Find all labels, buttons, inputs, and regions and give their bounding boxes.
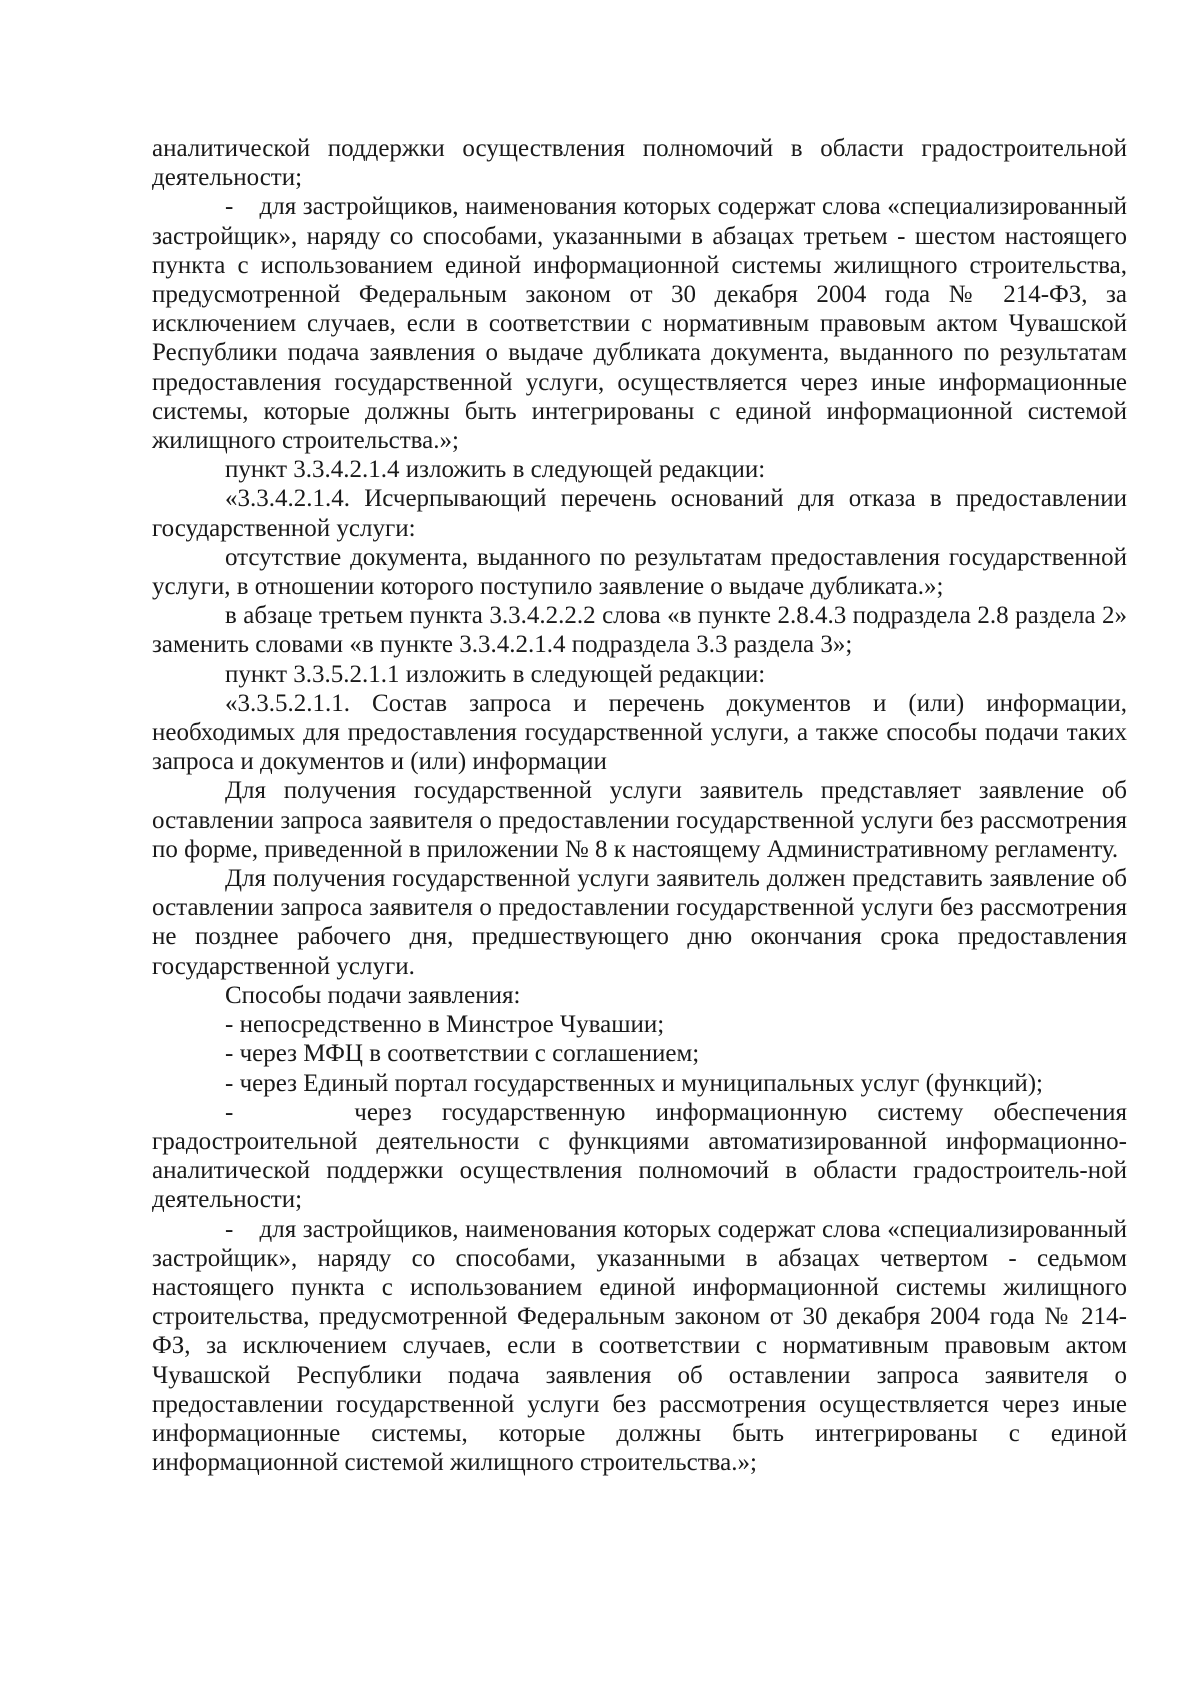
paragraph-6: в абзаце третьем пункта 3.3.4.2.2.2 слова «в пункте 2.8.4.3 подраздела 2.8 раздела 2» заменить словами «в пункте 3.3.4.2.1.4 подраздела 3.3 раздела 3»; [152, 602, 1127, 659]
paragraph-2: - для застройщиков, наименования которых содержат слова «специализированный застройщик», наряду со способами, указанными в абзацах третьем - шестом настоящего пункта с использованием единой информационной системы жилищного строительства, предусмотренной Федеральным законом от 30 декабря 2004 года № 214-ФЗ, за исключением случаев, если в соответствии с нормативным правовым актом Чувашской Республики подача заявления о выдаче дубликата документа, выданного по результатам предоставления государственной услуги, осуществляется через иные информационные системы, которые должны быть интегрированы с единой информационной системой жилищного строительства.»; [152, 193, 1127, 455]
paragraph-8: «3.3.5.2.1.1. Состав запроса и перечень документов и (или) информации, необходимых для предоставления государственной услуги, а также способы подачи таких запроса и документов и (или) информации [152, 689, 1127, 776]
paragraph-9: Для получения государственной услуги заявитель представляет заявление об оставлении запроса заявителя о предоставлении государственной услуги без рассмотрения по форме, приведенной в приложении № 8 к настоящему Административному регламенту. [152, 777, 1127, 863]
paragraph-10: Для получения государственной услуги заявитель должен представить заявление об оставлении запроса заявителя о предоставлении государственной услуги без рассмотрения не позднее рабочего дня, предшествующего дню окончания срока предоставления государственной услуги. [152, 865, 1127, 980]
list-item-4: - через государственную информационную систему обеспечения градостроительной деятельности с функциями автоматизированной информационно-аналитической поддержки осуществления полномочий в области градостроитель-ной деятельности; [152, 1098, 1127, 1214]
list-item-5: - для застройщиков, наименования которых содержат слова «специализированный застройщик», наряду со способами, указанными в абзацах четвертом - седьмом настоящего пункта с использованием единой информационной системы жилищного строительства, предусмотренной Федеральным законом от 30 декабря 2004 года № 214-ФЗ, за исключением случаев, если в соответствии с нормативным правовым актом Чувашской Республики подача заявления об оставлении запроса заявителя о предоставлении государственной услуги без рассмотрения осуществляется через иные информационные системы, которые должны быть интегрированы с единой информационной системой жилищного строительства.»; [152, 1215, 1127, 1477]
paragraph-1: аналитической поддержки осуществления полномочий в области градостроительной деятельности; [152, 135, 1127, 192]
list-item-2: - через МФЦ в соответствии с соглашением; [225, 1040, 700, 1068]
paragraph-4: «3.3.4.2.1.4. Исчерпывающий перечень оснований для отказа в предоставлении государственной услуги: [152, 485, 1127, 542]
paragraph-11: Способы подачи заявления: [225, 981, 521, 1009]
paragraph-3: пункт 3.3.4.2.1.4 изложить в следующей редакции: [225, 456, 766, 484]
paragraph-7: пункт 3.3.5.2.1.1 изложить в следующей редакции: [225, 660, 766, 688]
document-body [152, 134, 1127, 1477]
list-item-1: - непосредственно в Минстрое Чувашии; [225, 1011, 665, 1039]
paragraph-5: отсутствие документа, выданного по результатам предоставления государственной услуги, в отношении которого поступило заявление о выдаче дубликата.»; [152, 543, 1127, 601]
list-item-3: - через Единый портал государственных и муниципальных услуг (функций); [225, 1069, 1043, 1097]
